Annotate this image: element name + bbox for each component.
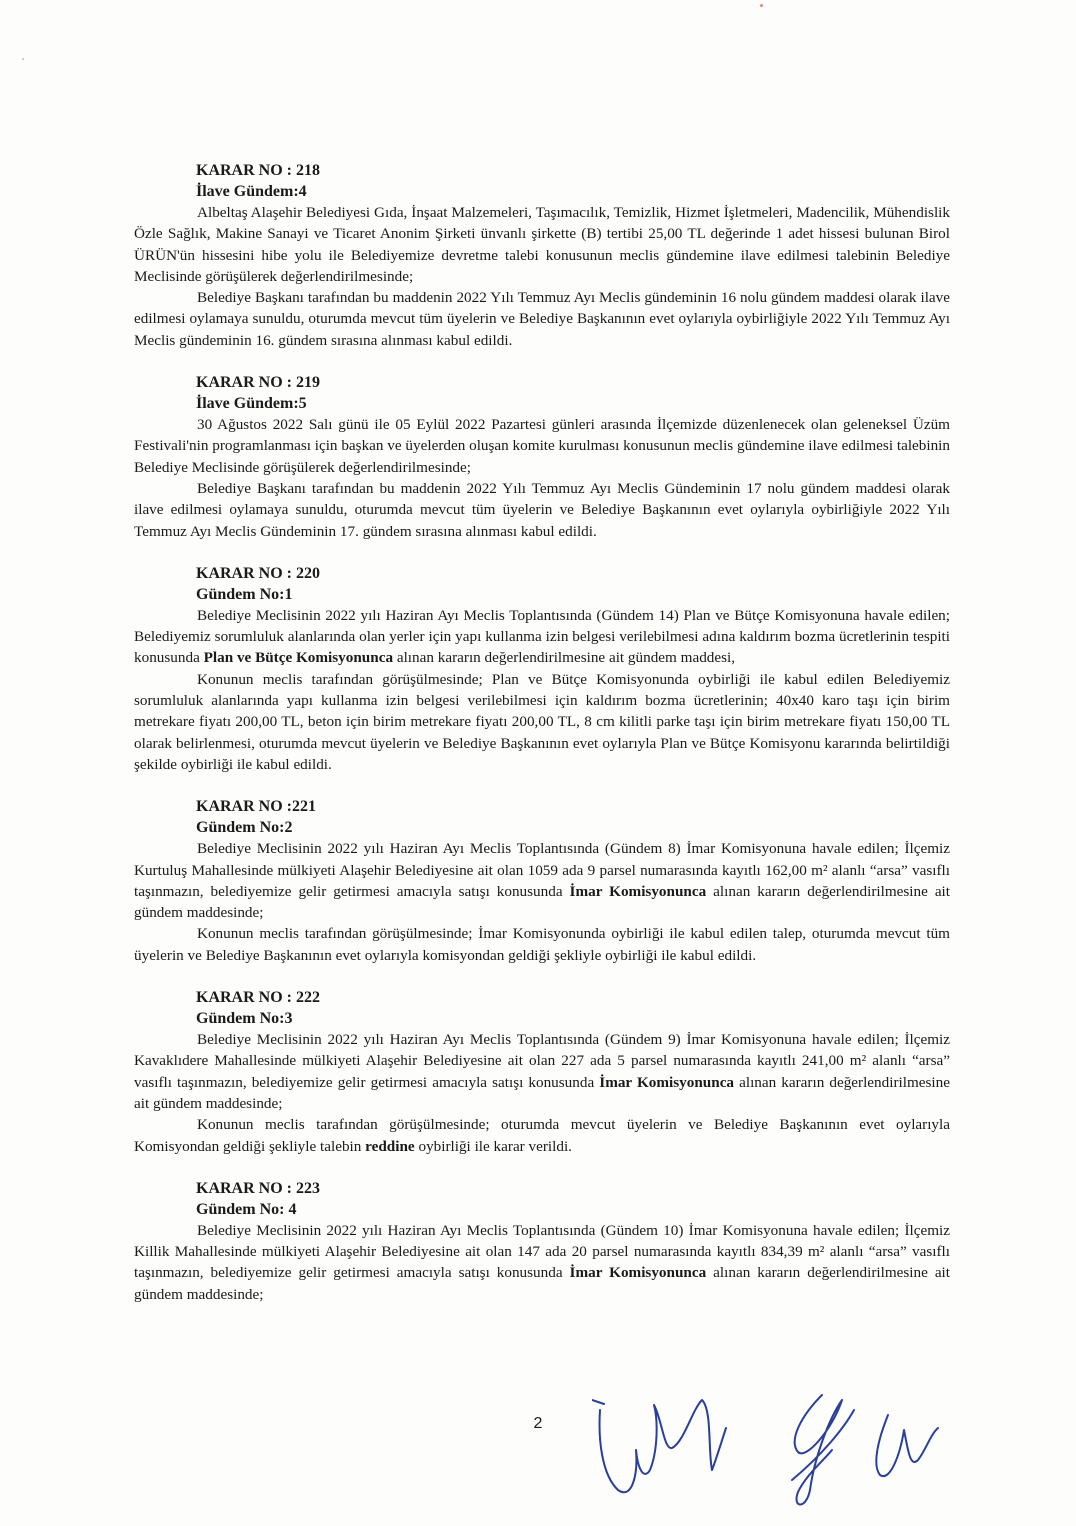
decision-number: KARAR NO : 222 — [196, 989, 320, 1007]
text-run: Konunun meclis tarafından görüşülmesinde; oturumda mevcut üyelerin ve Belediye Başkanının evet oylarıyla Komisyondan geldiği şekliyle talebin — [134, 1116, 950, 1155]
text-run: alınan kararın değerlendirilmesine ait gündem maddesinde; — [134, 1264, 950, 1303]
scan-speck — [760, 4, 763, 7]
text-run: alınan kararın değerlendirilmesine ait gündem maddesi, — [393, 649, 736, 667]
decision-paragraph — [134, 202, 950, 287]
signature-1-dash — [592, 1400, 604, 1404]
text-run: oybirliği ile karar verildi. — [414, 1137, 572, 1155]
agenda-item: İlave Gündem:4 — [196, 183, 307, 200]
decision-paragraph — [134, 923, 950, 966]
decision-paragraph — [134, 414, 950, 478]
text-run: Konunun meclis tarafından görüşülmesinde; Plan ve Bütçe Komisyonunda oybirliği ile kabul edilen Belediyemiz sorumluluk alanlarında yapı kullanma izin belgesi verilebilmesi için kaldırım bozma ücretlerinin; 40x40 karo taşı için birim metrekare fiyatı 200,00 TL, beton için birim metrekare fiyatı 200,00 TL, 8 cm kilitli parke taşı için birim metrekare fiyatı 150,00 TL olarak belirlenmesi, oturumda mevcut üyelerin ve Belediye Başkanının evet oylarıyla Plan ve Bütçe Komisyonu kararında belirtildiği şekilde oybirliği ile kabul edildi. — [134, 670, 950, 773]
bold-text: İmar Komisyonunca — [569, 1264, 707, 1282]
text-run: Belediye Meclisinin 2022 yılı Haziran Ayı Meclis Toplantısında (Gündem 9) İmar Komisyonuna havale edilen; İlçemiz Kavaklıdere Mahallesinde mülkiyeti Alaşehir Belediyesine ait olan 227 ada 5 parsel numarasında kayıtlı 241,00 m² alanlı “arsa” vasıflı taşınmazın, belediyemize gelir getirmesi amacıyla satışı konusunda — [134, 1031, 950, 1091]
decision-number: KARAR NO : 218 — [196, 162, 320, 179]
text-run: Belediye Başkanı tarafından bu maddenin 2022 Yılı Temmuz Ayı Meclis gündeminin 16 nolu gündem maddesi olarak ilave edilmesi oylamaya sunuldu, oturumda mevcut tüm üyelerin ve Belediye Başkanının evet oylarıyla oybirliğiyle 2022 Yılı Temmuz Ayı Meclis gündeminin 16. gündem sırasına alınması kabul edildi. — [134, 289, 950, 349]
text-run: Belediye Başkanı tarafından bu maddenin 2022 Yılı Temmuz Ayı Meclis Gündeminin 17 nolu gündem maddesi olarak ilave edilmesi oylamaya sunuldu, oturumda mevcut tüm üyelerin ve Belediye Başkanının evet oylarıyla oybirliğiyle 2022 Yılı Temmuz Ayı Meclis Gündeminin 17. gündem sırasına alınması kabul edildi. — [134, 479, 950, 540]
text-run: 30 Ağustos 2022 Salı günü ile 05 Eylül 2022 Pazartesi günleri arasında İlçemizde düzenlenecek olan geleneksel Üzüm Festivali'nin programlanması için başkan ve üyelerden oluşan komite kurulması konusunun meclis gündemine ilave edilmesi talebinin Belediye Meclisinde görüşülerek değerlendirilmesinde; — [134, 416, 950, 476]
bold-text: reddine — [365, 1137, 415, 1155]
signature-3 — [876, 1415, 938, 1476]
decision-paragraph — [134, 1029, 950, 1114]
bold-text: İmar Komisyonunca — [599, 1073, 735, 1091]
scan-speck — [22, 58, 24, 60]
decision-paragraph — [134, 478, 950, 542]
agenda-item: Gündem No:3 — [196, 1010, 293, 1028]
text-run: Albeltaş Alaşehir Belediyesi Gıda, İnşaat Malzemeleri, Taşımacılık, Temizlik, Hizmet İşletmeleri, Madencilik, Mühendislik Özle Sağlık, Makine Sanayi ve Ticaret Anonim Şirketi ünvanlı şirkette (B) tertibi 25,00 TL değerinde 1 adet hissesi bulunan Birol ÜRÜN'ün hissesini hibe yolu ile Belediyemize devretme talebi konusunun meclis gündemine ilave edilmesi talebinin Belediye Meclisinde görüşülerek değerlendirilmesinde; — [134, 204, 950, 285]
text-run: alınan kararın değerlendirilmesine ait gündem maddesinde; — [134, 1073, 950, 1112]
decision-section — [134, 1178, 950, 1305]
decision-number: KARAR NO : 223 — [196, 1179, 320, 1197]
decision-section — [134, 796, 950, 966]
text-run: alınan kararın değerlendirilmesine ait gündem maddesinde; — [134, 882, 950, 922]
signature-1 — [600, 1400, 726, 1492]
text-run: Belediye Meclisinin 2022 yılı Haziran Ayı Meclis Toplantısında (Gündem 14) Plan ve Bütçe Komisyonuna havale edilen; Belediyemiz sorumluluk alanlarında olan yerler için yapı kullanma izin belgesi verilebilmesi adına kaldırım bozma ücretlerinin tespiti konusunda — [134, 606, 950, 667]
signatures — [592, 1380, 962, 1520]
text-run: Konunun meclis tarafından görüşülmesinde; İmar Komisyonunda oybirliği ile kabul edilen talep, oturumda mevcut tüm üyelerin ve Belediye Başkanının evet oylarıyla komisyondan geldiği şekliyle oybirliği ile kabul edildi. — [134, 925, 950, 964]
bold-text: Plan ve Bütçe Komisyonunca — [203, 649, 394, 667]
decision-section — [134, 987, 950, 1157]
decision-paragraph — [134, 1220, 950, 1305]
agenda-item: İlave Gündem:5 — [196, 395, 307, 413]
decision-paragraph — [134, 838, 950, 923]
decision-number: KARAR NO :221 — [196, 798, 316, 816]
text-run: Belediye Meclisinin 2022 yılı Haziran Ayı Meclis Toplantısında (Gündem 10) İmar Komisyonuna havale edilen; İlçemiz Killik Mahallesinde mülkiyeti Alaşehir Belediyesine ait olan 147 ada 20 parsel numarasında kayıtlı 834,39 m² alanlı “arsa” vasıflı taşınmazın, belediyemize gelir getirmesi amacıyla satışı konusunda — [134, 1221, 950, 1282]
decision-paragraph — [134, 287, 950, 351]
decision-paragraph — [134, 605, 950, 669]
document-body — [134, 160, 950, 1326]
decision-number: KARAR NO : 219 — [196, 374, 320, 392]
agenda-item: Gündem No:1 — [196, 585, 293, 603]
agenda-item: Gündem No:2 — [196, 819, 293, 837]
page-number: 2 — [533, 1415, 543, 1432]
agenda-item: Gündem No: 4 — [196, 1200, 297, 1218]
decision-paragraph — [134, 669, 950, 775]
decision-number: KARAR NO : 220 — [196, 564, 320, 582]
signature-2 — [792, 1395, 854, 1505]
decision-section — [134, 563, 950, 775]
decision-paragraph — [134, 1114, 950, 1157]
text-run: Belediye Meclisinin 2022 yılı Haziran Ayı Meclis Toplantısında (Gündem 8) İmar Komisyonuna havale edilen; İlçemiz Kurtuluş Mahallesinde mülkiyeti Alaşehir Belediyesine ait olan 1059 ada 9 parsel numarasında kayıtlı 162,00 m² alanlı “arsa” vasıflı taşınmazın, belediyemize gelir getirmesi amacıyla satışı konusunda — [134, 840, 950, 900]
bold-text: İmar Komisyonunca — [569, 882, 707, 900]
decision-section — [134, 160, 950, 351]
decision-section — [134, 372, 950, 542]
